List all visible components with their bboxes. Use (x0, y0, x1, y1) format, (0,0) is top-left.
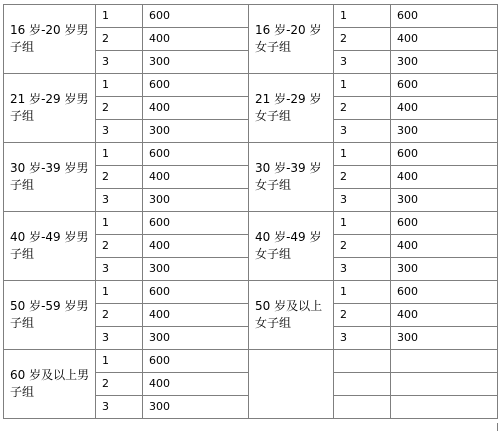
right-rank-cell: 1 (334, 212, 391, 235)
left-rank-cell: 1 (96, 212, 143, 235)
table-row (4, 143, 498, 166)
right-prize-cell: 600 (391, 281, 498, 304)
right-rank-cell: 3 (334, 327, 391, 350)
right-prize-cell (391, 396, 498, 419)
male-group-label: 16 岁-20 岁男子组 (4, 5, 96, 74)
right-prize-cell: 400 (391, 28, 498, 51)
table-row (4, 350, 498, 373)
table-row (4, 212, 498, 235)
right-rank-cell: 1 (334, 74, 391, 97)
left-prize-cell: 300 (143, 327, 249, 350)
left-rank-cell: 3 (96, 258, 143, 281)
right-rank-cell (334, 350, 391, 373)
table-body (4, 5, 498, 419)
left-rank-cell: 1 (96, 5, 143, 28)
prize-table (3, 4, 498, 419)
left-prize-cell: 600 (143, 350, 249, 373)
left-prize-cell: 600 (143, 143, 249, 166)
right-rank-cell: 1 (334, 281, 391, 304)
right-rank-cell (334, 373, 391, 396)
left-prize-cell: 300 (143, 189, 249, 212)
right-rank-cell: 3 (334, 189, 391, 212)
right-rank-cell: 3 (334, 258, 391, 281)
right-prize-cell: 300 (391, 258, 498, 281)
left-rank-cell: 3 (96, 396, 143, 419)
left-prize-cell: 300 (143, 51, 249, 74)
left-rank-cell: 1 (96, 74, 143, 97)
right-prize-cell: 600 (391, 5, 498, 28)
left-rank-cell: 3 (96, 327, 143, 350)
left-prize-cell: 400 (143, 304, 249, 327)
right-rank-cell: 3 (334, 120, 391, 143)
right-rank-cell: 2 (334, 235, 391, 258)
right-prize-cell: 600 (391, 74, 498, 97)
left-prize-cell: 600 (143, 281, 249, 304)
left-rank-cell: 1 (96, 143, 143, 166)
left-rank-cell: 2 (96, 97, 143, 120)
left-rank-cell: 2 (96, 166, 143, 189)
male-group-label: 30 岁-39 岁男子组 (4, 143, 96, 212)
right-prize-cell: 300 (391, 327, 498, 350)
left-prize-cell: 400 (143, 166, 249, 189)
left-rank-cell: 3 (96, 51, 143, 74)
left-rank-cell: 1 (96, 281, 143, 304)
right-rank-cell: 2 (334, 97, 391, 120)
female-group-label (249, 350, 334, 419)
right-prize-cell: 400 (391, 235, 498, 258)
left-prize-cell: 600 (143, 74, 249, 97)
right-prize-cell: 600 (391, 212, 498, 235)
left-prize-cell: 400 (143, 235, 249, 258)
right-prize-cell (391, 373, 498, 396)
left-rank-cell: 3 (96, 189, 143, 212)
left-prize-cell: 300 (143, 258, 249, 281)
female-group-label: 16 岁-20 岁女子组 (249, 5, 334, 74)
left-prize-cell: 400 (143, 373, 249, 396)
left-rank-cell: 2 (96, 373, 143, 396)
left-prize-cell: 600 (143, 5, 249, 28)
right-prize-cell: 400 (391, 97, 498, 120)
right-rank-cell: 2 (334, 28, 391, 51)
male-group-label: 50 岁-59 岁男子组 (4, 281, 96, 350)
left-prize-cell: 400 (143, 28, 249, 51)
right-prize-cell: 300 (391, 120, 498, 143)
right-prize-cell: 600 (391, 143, 498, 166)
table-row (4, 5, 498, 28)
right-prize-cell: 300 (391, 189, 498, 212)
female-group-label: 30 岁-39 岁女子组 (249, 143, 334, 212)
left-prize-cell: 400 (143, 97, 249, 120)
female-group-label: 50 岁及以上女子组 (249, 281, 334, 350)
right-prize-cell (391, 350, 498, 373)
left-prize-cell: 300 (143, 396, 249, 419)
right-prize-cell: 300 (391, 51, 498, 74)
male-group-label: 60 岁及以上男子组 (4, 350, 96, 419)
male-group-label: 40 岁-49 岁男子组 (4, 212, 96, 281)
right-prize-cell: 400 (391, 304, 498, 327)
table-row (4, 74, 498, 97)
male-group-label: 21 岁-29 岁男子组 (4, 74, 96, 143)
table-row (4, 281, 498, 304)
right-rank-cell: 2 (334, 166, 391, 189)
female-group-label: 21 岁-29 岁女子组 (249, 74, 334, 143)
page-edge-mark (497, 423, 498, 431)
left-rank-cell: 2 (96, 304, 143, 327)
right-prize-cell: 400 (391, 166, 498, 189)
right-rank-cell (334, 396, 391, 419)
right-rank-cell: 1 (334, 143, 391, 166)
left-rank-cell: 2 (96, 235, 143, 258)
right-rank-cell: 1 (334, 5, 391, 28)
female-group-label: 40 岁-49 岁女子组 (249, 212, 334, 281)
left-prize-cell: 300 (143, 120, 249, 143)
right-rank-cell: 3 (334, 51, 391, 74)
left-prize-cell: 600 (143, 212, 249, 235)
left-rank-cell: 1 (96, 350, 143, 373)
left-rank-cell: 2 (96, 28, 143, 51)
left-rank-cell: 3 (96, 120, 143, 143)
right-rank-cell: 2 (334, 304, 391, 327)
